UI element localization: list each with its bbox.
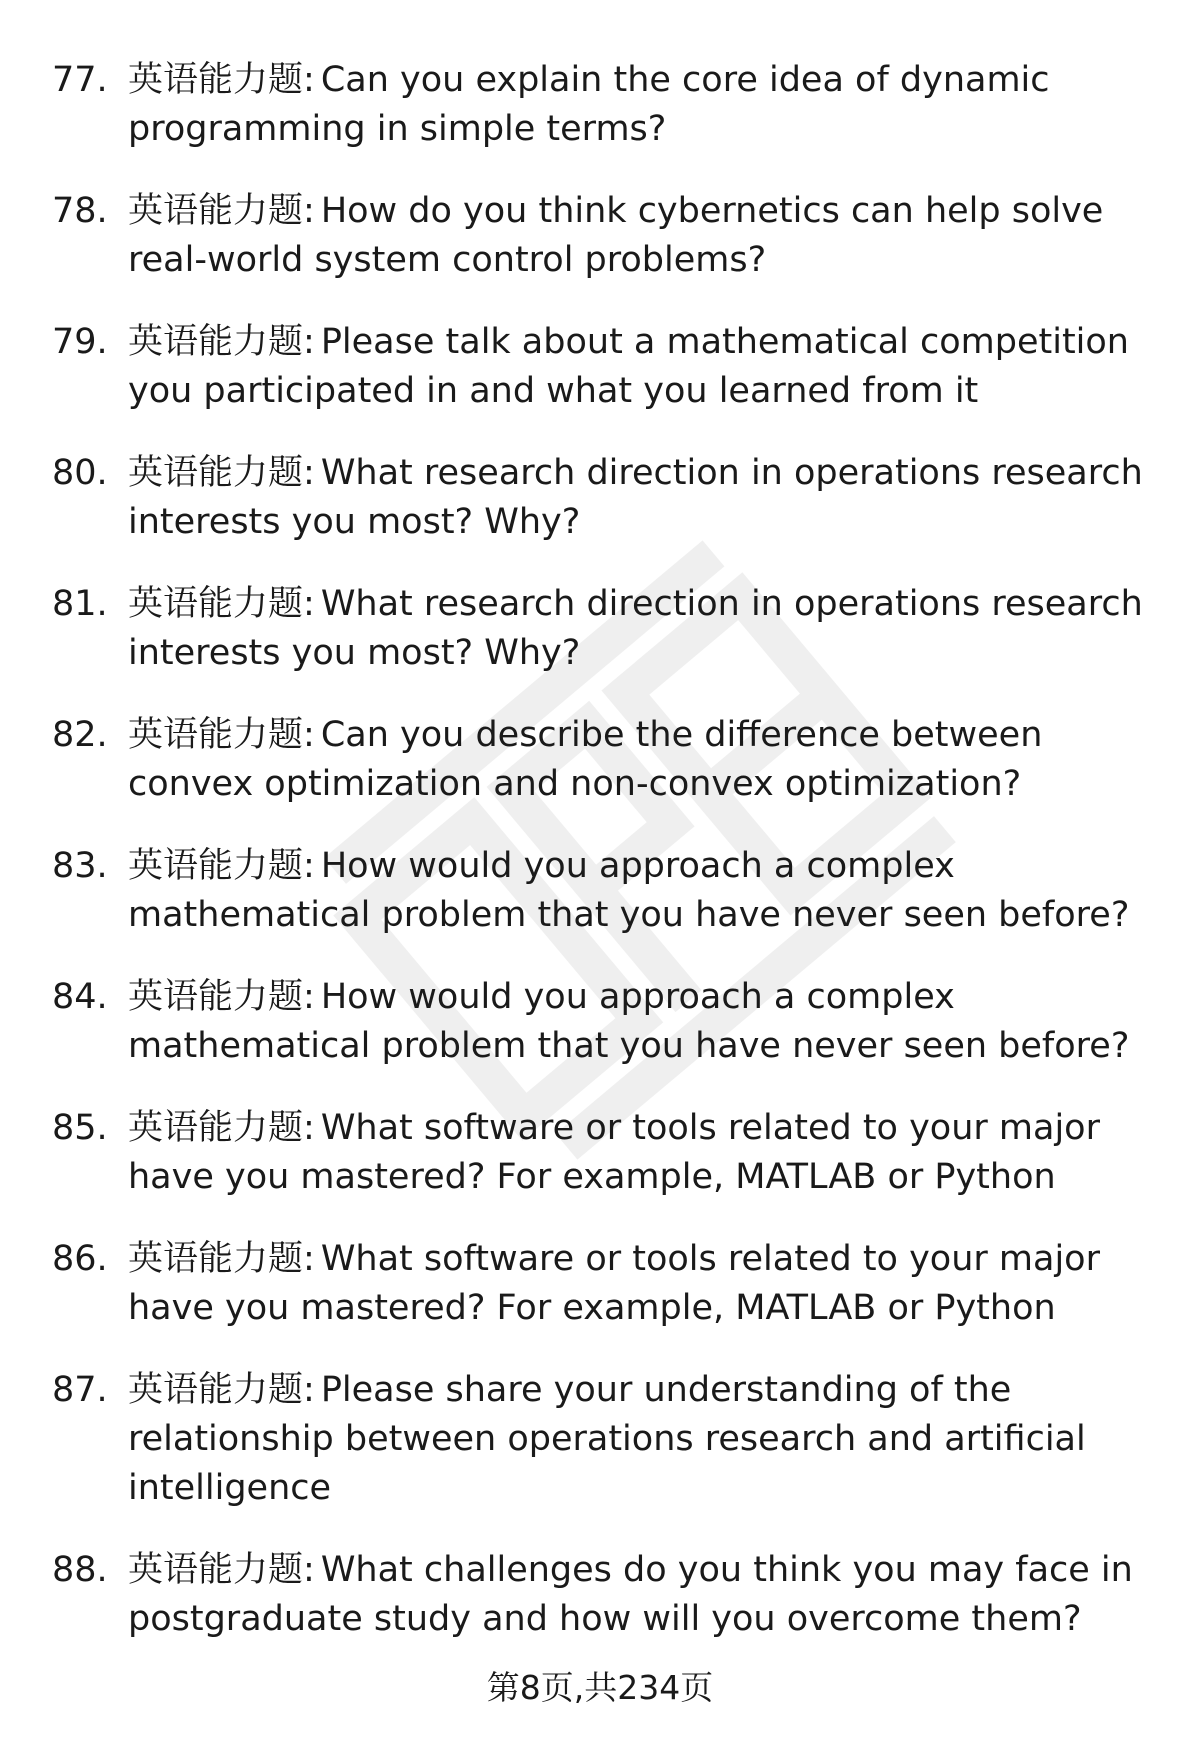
question-tag: 英语能力题 (128, 1550, 304, 1590)
question-item (52, 1235, 1162, 1333)
question-text: What challenges do you think you may face in postgraduate study and how will you overcome them? (128, 1550, 1133, 1639)
question-body (128, 842, 1158, 940)
question-separator: : (303, 584, 315, 624)
question-text: Can you explain the core idea of dynamic programming in simple terms? (128, 60, 1050, 149)
question-body (128, 1366, 1158, 1513)
question-text: How do you think cybernetics can help solve real-world system control problems? (128, 191, 1104, 280)
question-body (128, 973, 1158, 1071)
question-text: What software or tools related to your major have you mastered? For example, MATLAB or Python (128, 1239, 1100, 1328)
page-footer: 第8页,共234页 (486, 1668, 714, 1707)
question-number: 82. (52, 715, 108, 755)
question-tag: 英语能力题 (128, 584, 304, 624)
question-body (128, 1546, 1158, 1644)
question-text: What software or tools related to your major have you mastered? For example, MATLAB or Python (128, 1108, 1100, 1197)
question-separator: : (303, 715, 315, 755)
question-separator: : (303, 322, 315, 362)
question-item (52, 1366, 1162, 1513)
question-text: What research direction in operations research interests you most? Why? (128, 584, 1143, 673)
question-separator: : (303, 1550, 315, 1590)
question-body (128, 449, 1158, 547)
question-tag: 英语能力题 (128, 1370, 304, 1410)
question-body (128, 56, 1158, 154)
question-body (128, 580, 1158, 678)
question-separator: : (303, 191, 315, 231)
question-separator: : (303, 1239, 315, 1279)
question-number: 88. (52, 1550, 108, 1590)
question-separator: : (303, 846, 315, 886)
question-tag: 英语能力题 (128, 1239, 304, 1279)
question-tag: 英语能力题 (128, 453, 304, 493)
question-number: 78. (52, 191, 108, 231)
question-list (52, 56, 1162, 1677)
question-text: How would you approach a complex mathematical problem that you have never seen before? (128, 977, 1130, 1066)
question-body (128, 318, 1158, 416)
question-number: 84. (52, 977, 108, 1017)
question-tag: 英语能力题 (128, 846, 304, 886)
question-separator: : (303, 453, 315, 493)
question-item (52, 449, 1162, 547)
question-separator: : (303, 60, 315, 100)
question-text: How would you approach a complex mathematical problem that you have never seen before? (128, 846, 1130, 935)
question-tag: 英语能力题 (128, 322, 304, 362)
question-separator: : (303, 1370, 315, 1410)
question-tag: 英语能力题 (128, 977, 304, 1017)
question-item (52, 580, 1162, 678)
question-item (52, 187, 1162, 285)
question-text: Please share your understanding of the relationship between operations research and artificial intelligence (128, 1370, 1086, 1508)
question-number: 81. (52, 584, 108, 624)
question-tag: 英语能力题 (128, 715, 304, 755)
question-separator: : (303, 977, 315, 1017)
question-number: 87. (52, 1370, 108, 1410)
question-number: 86. (52, 1239, 108, 1279)
question-number: 85. (52, 1108, 108, 1148)
question-body (128, 1235, 1158, 1333)
question-item (52, 711, 1162, 809)
question-text: What research direction in operations research interests you most? Why? (128, 453, 1143, 542)
question-body (128, 1104, 1158, 1202)
question-separator: : (303, 1108, 315, 1148)
question-item (52, 842, 1162, 940)
question-tag: 英语能力题 (128, 1108, 304, 1148)
question-number: 80. (52, 453, 108, 493)
question-number: 83. (52, 846, 108, 886)
question-item (52, 318, 1162, 416)
question-number: 79. (52, 322, 108, 362)
question-body (128, 711, 1158, 809)
question-tag: 英语能力题 (128, 191, 304, 231)
question-text: Please talk about a mathematical competition you participated in and what you learned from it (128, 322, 1129, 411)
question-tag: 英语能力题 (128, 60, 304, 100)
question-item (52, 973, 1162, 1071)
question-text: Can you describe the difference between convex optimization and non-convex optimization? (128, 715, 1043, 804)
question-item (52, 1546, 1162, 1644)
question-body (128, 187, 1158, 285)
question-number: 77. (52, 60, 108, 100)
question-item (52, 56, 1162, 154)
question-item (52, 1104, 1162, 1202)
